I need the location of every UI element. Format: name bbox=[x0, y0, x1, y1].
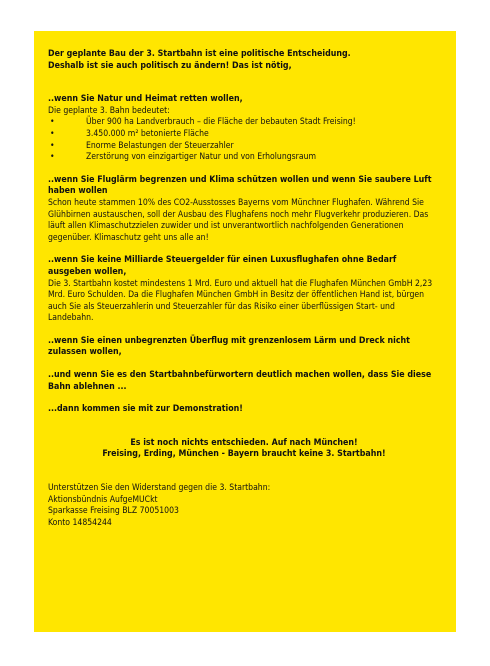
list-item-text: 3.450.000 m² betonierte Fläche bbox=[86, 128, 209, 139]
section-taxes bbox=[48, 255, 440, 325]
list-item-text: Zerstörung von einzigartiger Natur und von Erholungsraum bbox=[86, 152, 317, 163]
footer-contact bbox=[48, 483, 440, 529]
section-heading: ..und wenn Sie es den Startbahnbefürwortern deutlich machen wollen, dass Sie diese Bahn ablehnen ... bbox=[48, 370, 432, 392]
section-heading: ..wenn Sie keine Milliarde Steuergelder für einen Luxusflughafen ohne Bedarf ausgeben wollen, bbox=[48, 255, 397, 277]
section-heading: ..wenn Sie Fluglärm begrenzen und Klima schützen wollen und wenn Sie saubere Luft haben wollen bbox=[48, 174, 432, 197]
intro-line-1: Der geplante Bau der 3. Startbahn ist eine politische Entscheidung. bbox=[48, 49, 351, 59]
intro-line-2: Deshalb ist sie auch politisch zu ändern! Das ist nötig, bbox=[48, 60, 292, 71]
section-heading: ..wenn Sie Natur und Heimat retten wollen, bbox=[48, 94, 243, 105]
bullet-icon: • bbox=[50, 117, 55, 128]
bullet-list bbox=[48, 117, 440, 163]
closing-block bbox=[48, 438, 440, 461]
section-reject bbox=[48, 370, 440, 393]
section-overflight bbox=[48, 336, 440, 359]
section-body: Schon heute stammen 10% des CO2-Ausstosses Bayerns vom Münchner Flughafen. Während Sie Glühbirnen austauschen, soll der Ausbau des Flughafens noch mehr Flugverkehr produzieren. Das läuft allen Klimaschutzzielen zuwider und ist unverantwortlich nachfolgenden Generationen gegenüber. Klimaschutz geht uns alle an! bbox=[48, 197, 429, 243]
bullet-icon: • bbox=[50, 140, 55, 151]
section-climate bbox=[48, 175, 440, 245]
closing-line-1: Es ist noch nichts entschieden. Auf nach München! bbox=[130, 437, 358, 448]
section-nature bbox=[48, 94, 440, 164]
list-item bbox=[48, 129, 440, 141]
list-item bbox=[48, 152, 440, 164]
footer-line-3: Sparkasse Freising BLZ 70051003 bbox=[48, 506, 179, 517]
section-heading: ...dann kommen sie mit zur Demonstration! bbox=[48, 404, 243, 415]
list-item bbox=[48, 141, 440, 153]
section-body: Die geplante 3. Bahn bedeutet: bbox=[48, 105, 170, 116]
list-item-text: Enorme Belastungen der Steuerzahler bbox=[86, 140, 234, 151]
list-item bbox=[48, 117, 440, 129]
section-heading: ..wenn Sie einen unbegrenzten Überflug mit grenzenlosem Lärm und Dreck nicht zulassen wollen, bbox=[48, 335, 410, 358]
section-body: Die 3. Startbahn kostet mindestens 1 Mrd. Euro und aktuell hat die Flughafen München GmbH 2,23 Mrd. Euro Schulden. Da die Flughafen München GmbH in Besitz der öffentlichen Hand ist, bürgen auch Sie als Steuerzahlerin und Steuerzahler für das Risiko einer überflüssigen Start- und Landebahn. bbox=[48, 278, 433, 324]
bullet-icon: • bbox=[50, 152, 55, 163]
footer-line-1: Unterstützen Sie den Widerstand gegen die 3. Startbahn: bbox=[48, 483, 271, 494]
bullet-icon: • bbox=[50, 128, 55, 139]
list-item-text: Über 900 ha Landverbrauch – die Fläche der bebauten Stadt Freising! bbox=[86, 117, 356, 128]
footer-line-4: Konto 14854244 bbox=[48, 517, 112, 528]
section-demonstration bbox=[48, 404, 440, 416]
flyer-panel bbox=[34, 31, 456, 632]
footer-line-2: Aktionsbündnis AufgeMUCkt bbox=[48, 494, 158, 505]
closing-line-2: Freising, Erding, München - Bayern braucht keine 3. Startbahn! bbox=[102, 449, 386, 460]
